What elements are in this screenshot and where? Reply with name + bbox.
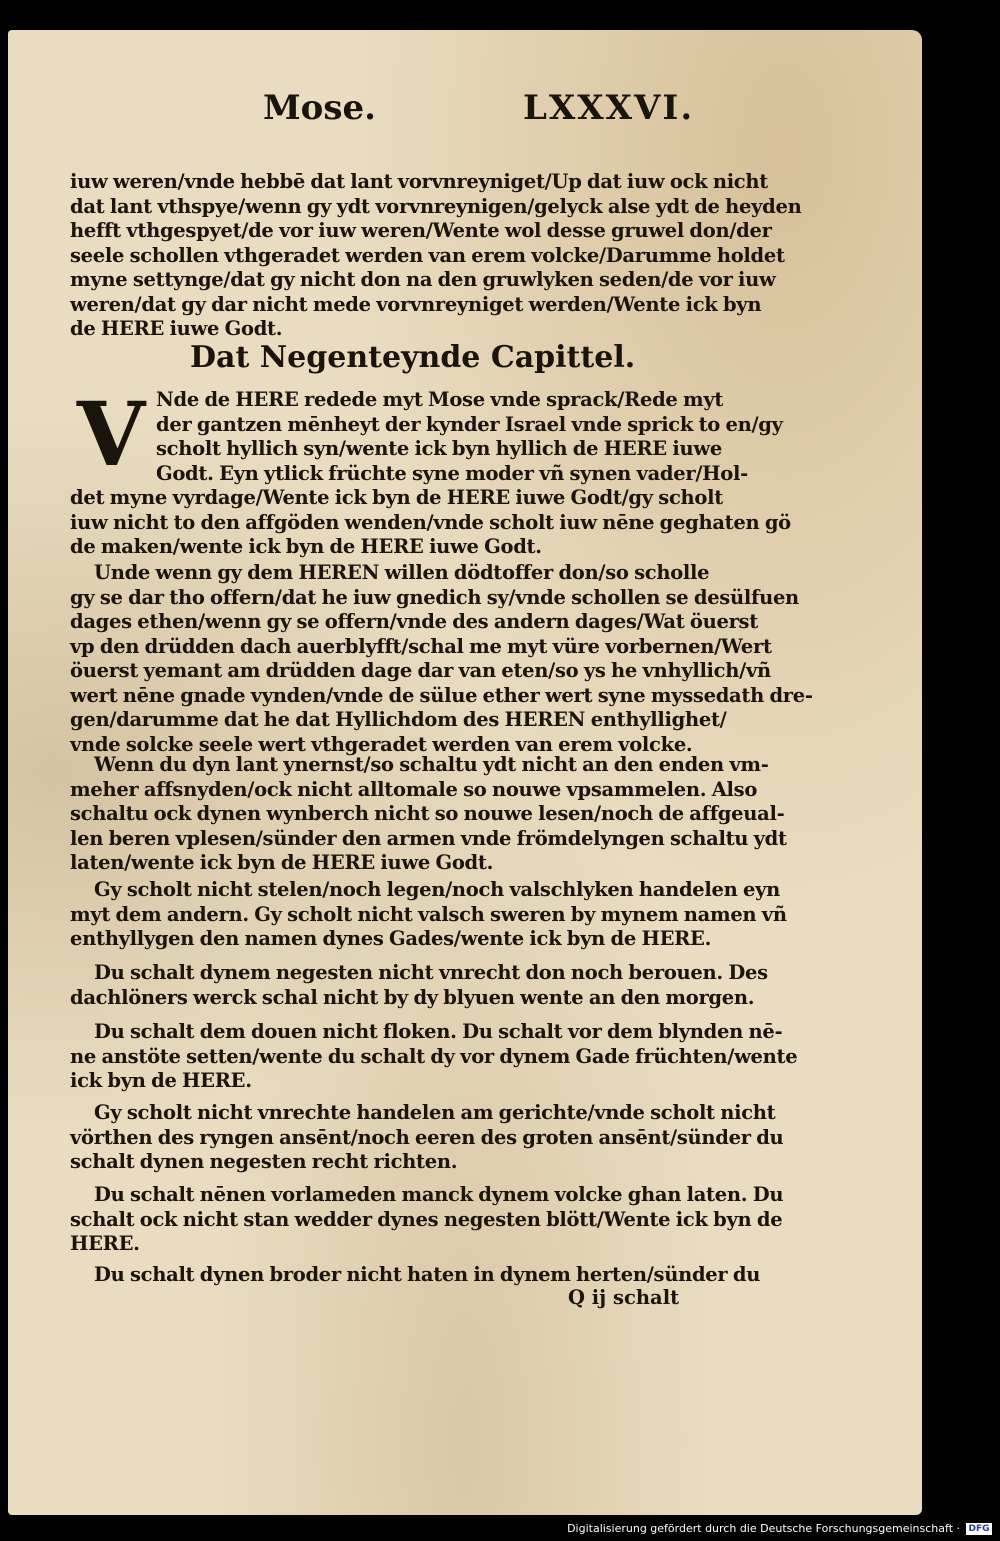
paragraph-8 bbox=[70, 1183, 784, 1257]
text-line: Du schalt dynen broder nicht haten in dynem herten/sünder du bbox=[94, 1263, 761, 1286]
paragraph-9 bbox=[70, 1263, 761, 1288]
dfg-logo: DFG bbox=[966, 1523, 992, 1535]
text-line: HERE. bbox=[70, 1232, 140, 1255]
text-line: dachlöners werck schal nicht by dy blyuen wente an den morgen. bbox=[70, 985, 755, 1009]
text-line: Du schalt dem douen nicht floken. Du schalt vor dem blynden nē- bbox=[94, 1020, 783, 1043]
text-line: vnde solcke seele wert vthgeradet werden van erem volcke. bbox=[70, 732, 693, 756]
text-line: wert nēne gnade vynden/vnde de sülue ether wert syne myssedath dre- bbox=[70, 683, 813, 707]
text-line: ne anstöte setten/wente du schalt dy vor dynem Gade früchten/wente bbox=[70, 1044, 798, 1068]
text-line: de maken/wente ick byn de HERE iuwe Godt. bbox=[70, 535, 542, 558]
text-line: Du schalt nēnen vorlameden manck dynem volcke ghan laten. Du bbox=[94, 1183, 784, 1206]
text-line: laten/wente ick byn de HERE iuwe Godt. bbox=[70, 851, 494, 874]
text-line: der gantzen mēnheyt der kynder Israel vnde sprick to en/gy bbox=[156, 412, 783, 436]
funding-credit: Digitalisierung gefördert durch die Deutsche Forschungsgemeinschaft · bbox=[567, 1522, 960, 1535]
chapter-title: Dat Negenteynde Capittel. bbox=[190, 340, 636, 375]
text-line: Wenn du dyn lant ynernst/so schaltu ydt nicht an den enden vm- bbox=[94, 753, 769, 776]
decorated-initial: V bbox=[76, 382, 146, 486]
text-block-top bbox=[70, 170, 802, 342]
paragraph-1 bbox=[70, 382, 791, 560]
text-line: dat lant vthspye/wenn gy ydt vorvnreynigen/gelyck alse ydt de heyden bbox=[70, 194, 802, 218]
text-line: öuerst yemant am drüdden dage dar van eten/so ys he vnhyllich/vñ bbox=[70, 659, 771, 682]
text-line: scholt hyllich syn/wente ick byn hyllich de HERE iuwe bbox=[156, 437, 722, 460]
text-line: iuw nicht to den affgöden wenden/vnde scholt iuw nēne geghaten gö bbox=[70, 510, 791, 534]
paragraph-3 bbox=[70, 753, 787, 876]
text-line: seele schollen vthgeradet werden van erem volcke/Darumme holdet bbox=[70, 243, 785, 267]
text-line: vp den drüdden dach auerblyfft/schal me myt vüre vorbernen/Wert bbox=[70, 634, 772, 658]
folio-number: LXXXVI. bbox=[523, 88, 695, 128]
text-line: gen/darumme dat he dat Hyllichdom des HEREN enthyllighet/ bbox=[70, 708, 727, 731]
text-line: de HERE iuwe Godt. bbox=[70, 317, 283, 340]
paragraph-6 bbox=[70, 1020, 798, 1094]
text-line: vörthen des ryngen ansēnt/noch eeren des groten ansēnt/sünder du bbox=[70, 1125, 784, 1149]
text-line: iuw weren/vnde hebbē dat lant vorvnreyniget/Up dat iuw ock nicht bbox=[70, 170, 768, 193]
text-line: Unde wenn gy dem HEREN willen dödtoffer don/so scholle bbox=[94, 561, 710, 584]
book-page bbox=[8, 30, 922, 1515]
text-line: schalt dynen negesten recht richten. bbox=[70, 1150, 458, 1173]
text-line: Gy scholt nicht vnrechte handelen am gerichte/vnde scholt nicht bbox=[94, 1101, 776, 1124]
text-line: Du schalt dynem negesten nicht vnrecht don noch berouen. Des bbox=[94, 961, 768, 984]
text-line: ick byn de HERE. bbox=[70, 1069, 252, 1092]
text-line: hefft vthgespyet/de vor iuw weren/Wente wol desse gruwel don/der bbox=[70, 219, 772, 242]
text-line: weren/dat gy dar nicht mede vorvnreyniget werden/Wente ick byn bbox=[70, 292, 762, 316]
paragraph-4 bbox=[70, 878, 787, 952]
text-line: Gy scholt nicht stelen/noch legen/noch valschlyken handelen eyn bbox=[94, 878, 781, 901]
text-line: schaltu ock dynen wynberch nicht so nouwe lesen/noch de affgeual- bbox=[70, 802, 785, 825]
text-line: len beren vplesen/sünder den armen vnde frömdelyngen schaltu ydt bbox=[70, 826, 787, 850]
text-line: enthyllygen den namen dynes Gades/wente ick byn de HERE. bbox=[70, 927, 712, 950]
paragraph-2 bbox=[70, 561, 813, 757]
text-line: myne settynge/dat gy nicht don na den gruwlyken seden/de vor iuw bbox=[70, 268, 776, 291]
running-head bbox=[253, 88, 723, 148]
text-line: meher affsnyden/ock nicht alltomale so nouwe vpsammelen. Also bbox=[70, 777, 758, 801]
text-line: gy se dar tho offern/dat he iuw gnedich sy/vnde schollen se desülfuen bbox=[70, 585, 799, 609]
paragraph-5 bbox=[70, 961, 768, 1010]
text-line: schalt ock nicht stan wedder dynes negesten blött/Wente ick byn de bbox=[70, 1207, 783, 1231]
text-line: Nde de HERE redede myt Mose vnde sprack/Rede myt bbox=[156, 388, 724, 411]
text-line: dages ethen/wenn gy se offern/vnde des andern dages/Wat öuerst bbox=[70, 610, 758, 633]
catchword: Q ij schalt bbox=[568, 1286, 680, 1309]
text-line: myt dem andern. Gy scholt nicht valsch sweren by mynem namen vñ bbox=[70, 902, 787, 926]
text-line: Godt. Eyn ytlick früchte syne moder vñ synen vader/Hol- bbox=[156, 461, 748, 485]
paragraph-7 bbox=[70, 1101, 784, 1175]
text-line: det myne vyrdage/Wente ick byn de HERE iuwe Godt/gy scholt bbox=[70, 486, 723, 509]
running-head-title: Mose. bbox=[263, 88, 376, 128]
